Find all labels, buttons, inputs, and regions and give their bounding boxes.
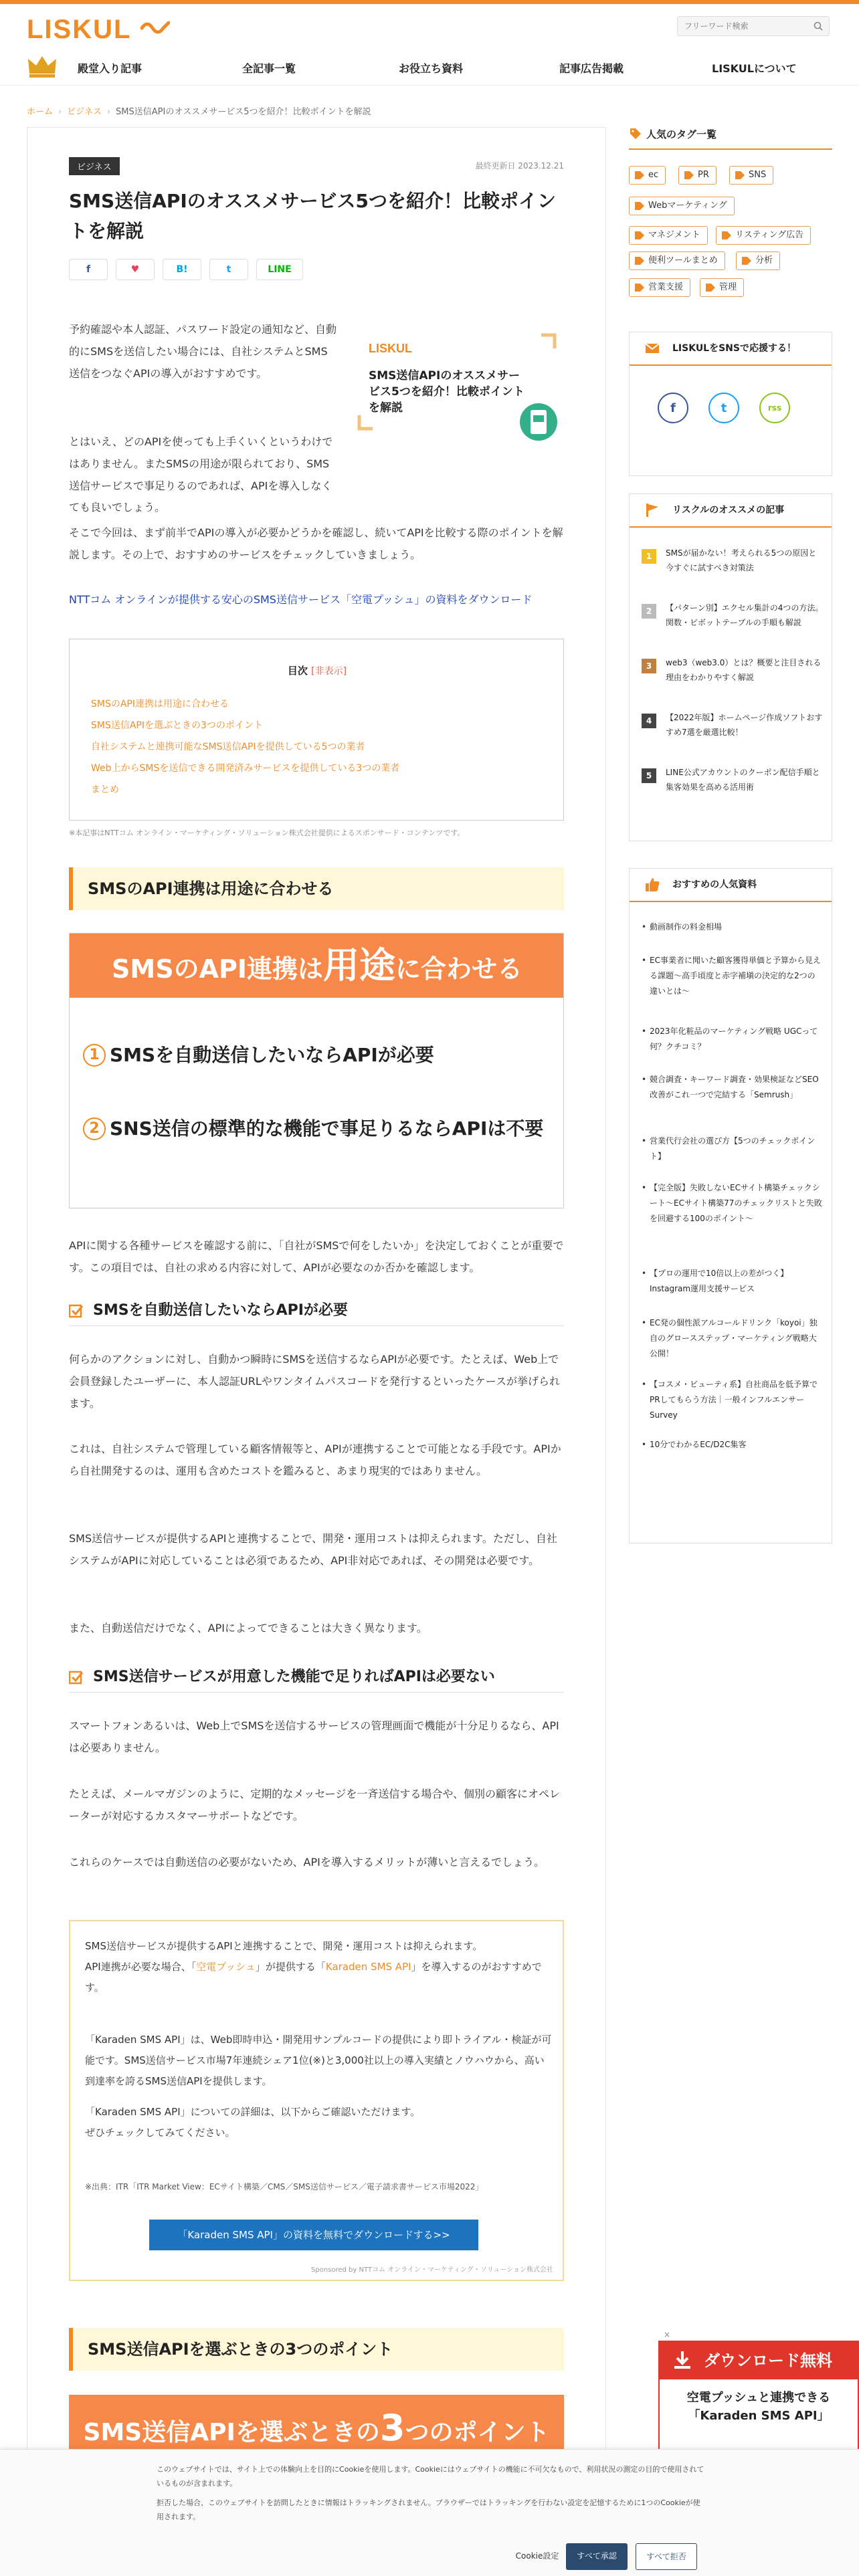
body-paragraph: 何らかのアクションに対し、自動かつ瞬時にSMSを送信するならAPIが必要です。たとえば、Web上で会員登録したユーザーに、本人認証URLやワンタイムパスコードを発行するといったケースが挙げられます。 bbox=[69, 1353, 560, 1410]
share-twitter-button[interactable]: t bbox=[209, 259, 248, 280]
search-input[interactable] bbox=[677, 16, 830, 36]
body-paragraph: たとえば、メールマガジンのように、定期的なメッセージを一斉送信する場合や、個別の顧客にオペレーターが対応するカスタマーサポートなどです。 bbox=[69, 1788, 561, 1822]
breadcrumb-category[interactable]: ビジネス bbox=[67, 107, 102, 117]
tag-item[interactable]: リスティング広告 bbox=[716, 226, 811, 245]
section-banner bbox=[69, 933, 564, 1208]
popular-item[interactable]: • 競合調査・キーワード調査・効果検証などSEO改善がこれ一つで完結する「Semrush」 bbox=[642, 1072, 822, 1103]
banner-point-1: 1 SMSを自動送信したいならAPIが必要 bbox=[83, 1041, 434, 1067]
breadcrumb-home[interactable]: ホーム bbox=[27, 107, 54, 117]
promo-source-note: ※出典：ITR「ITR Market View：ECサイト構築／CMS／SMS送信サービス／電子請求書サービス市場2022」 bbox=[85, 2182, 484, 2191]
breadcrumb: ホーム › ビジネス › SMS送信APIのオススメサービス5つを紹介！比較ポイントを解説 bbox=[27, 107, 371, 117]
nav-item-all-articles[interactable]: 全記事一覧 bbox=[242, 62, 296, 75]
popular-heading: おすすめの人気資料 bbox=[630, 869, 832, 902]
nav-item-about[interactable]: LISKULについて bbox=[712, 62, 797, 75]
download-icon bbox=[672, 2350, 693, 2371]
body-paragraph: また、自動送信だけでなく、APIによってできることは大きく異なります。 bbox=[69, 1622, 427, 1634]
popular-item[interactable]: • 【コスメ・ビューティ系】自社商品を低予算でPRしてもらう方法｜一般インフルエンサーSurvey bbox=[642, 1377, 822, 1422]
cookie-accept-button[interactable]: すべて承認 bbox=[566, 2543, 628, 2570]
checkbox-icon bbox=[69, 1670, 84, 1685]
body-paragraph: これらのケースでは自動送信の必要がないため、APIを導入するメリットが薄いと言えるでしょう。 bbox=[69, 1856, 545, 1868]
tag-icon bbox=[635, 171, 644, 179]
nav-item-hall-of-fame[interactable]: 殿堂入り記事 bbox=[78, 62, 142, 75]
tag-icon bbox=[684, 171, 694, 179]
toc-item[interactable]: Web上からSMSを送信できる開発済みサービスを提供している3つの業者 bbox=[91, 763, 400, 774]
recommend-item[interactable]: 2 【パターン別】エクセル集計の4つの方法。関数・ピボットテーブルの手順も解説 bbox=[642, 601, 822, 631]
recommend-heading: リスクルのオススメの記事 bbox=[630, 494, 832, 528]
tag-icon bbox=[735, 171, 745, 179]
recommend-item[interactable]: 3 web3（web3.0）とは？概要と注目される理由をわかりやすく解説 bbox=[642, 656, 822, 685]
cookie-reject-button[interactable]: すべて拒否 bbox=[636, 2543, 697, 2570]
twitter-follow-button[interactable]: t bbox=[708, 393, 739, 423]
popular-item[interactable]: • EC発の個性派アルコールドリンク「koyoi」独自のグロースステップ・マーケティング戦略大公開！ bbox=[642, 1315, 822, 1361]
article-thumbnail bbox=[343, 322, 564, 442]
checkbox-icon bbox=[69, 1303, 84, 1318]
section-banner: SMS送信APIを選ぶときの3つのポイント bbox=[69, 2395, 564, 2462]
toc-title: 目次 [非表示] bbox=[287, 665, 347, 677]
tag-icon bbox=[742, 257, 751, 265]
thumbs-up-icon bbox=[644, 877, 660, 893]
section-heading: SMS送信APIを選ぶときの3つのポイント bbox=[69, 2328, 564, 2371]
tag-icon bbox=[629, 127, 642, 140]
body-paragraph: SMS送信サービスが提供するAPIと連携することで、開発・運用コストは抑えられます。ただし、自社システムがAPIに対応していることは必須であるため、API非対応であれば、その開発は必要です。 bbox=[69, 1532, 557, 1567]
popular-item[interactable]: • 【完全版】失敗しないECサイト構築チェックシート〜ECサイト構築77のチェックリストと失敗を回避する100のポイント〜 bbox=[642, 1180, 822, 1226]
float-banner-close-button[interactable]: × bbox=[664, 2330, 671, 2339]
tag-item[interactable]: 管理 bbox=[700, 278, 744, 297]
sponsor-credit: Sponsored by NTTコム オンライン・マーケティング・ソリューション株式会社 bbox=[311, 2266, 553, 2274]
tag-item[interactable]: マネジメント bbox=[629, 226, 708, 245]
subsection-heading: SMSを自動送信したいならAPIが必要 bbox=[69, 1299, 564, 1326]
tag-item[interactable]: 営業支援 bbox=[629, 278, 690, 297]
category-badge[interactable]: ビジネス bbox=[69, 157, 120, 175]
intro-paragraph-1: 予約確認や本人認証、パスワード設定の通知など、自動的にSMSを送信したい場合には、自社システムとSMS送信をつなぐAPIの導入がおすすめです。 bbox=[69, 323, 337, 380]
recommend-item[interactable]: 4 【2022年版】ホームページ作成ソフトおすすめ7選を厳選比較！ bbox=[642, 711, 822, 740]
intro-paragraph-3: そこで今回は、まず前半でAPIの導入が必要かどうかを確認し、続いてAPIを比較する際のポイントを解説します。その上で、おすすめのサービスをチェックしていきましょう。 bbox=[69, 526, 563, 561]
recommend-item[interactable]: 5 LINE公式アカウントのクーポン配信手順と集客効果を高める活用術 bbox=[642, 766, 822, 795]
popular-item[interactable]: • EC事業者に聞いた顧客獲得単価と予算から見える課題〜高手頃度と赤字補塡の決定的な2つの違いとは〜 bbox=[642, 953, 822, 998]
toc-item[interactable]: まとめ bbox=[91, 784, 119, 795]
breadcrumb-current: SMS送信APIのオススメサービス5つを紹介！比較ポイントを解説 bbox=[116, 107, 371, 117]
article-main bbox=[27, 127, 606, 2576]
intro-paragraph-2: とはいえ、どのAPIを使っても上手くいくというわけではありません。またSMSの用途が限られており、SMS送信サービスで事足りるのであれば、APIを導入しなくても良いでしょう。 bbox=[69, 435, 333, 514]
logo-wave-icon bbox=[140, 19, 170, 36]
flag-icon bbox=[644, 502, 660, 518]
share-pocket-button[interactable]: ♥ bbox=[116, 259, 155, 280]
tag-item[interactable]: SNS bbox=[729, 166, 773, 185]
tag-icon bbox=[635, 284, 644, 292]
nav-item-resources[interactable]: お役立ち資料 bbox=[399, 62, 464, 75]
download-link[interactable]: NTTコム オンラインが提供する安心のSMS送信サービス「空電プッシュ」の資料をダウンロード bbox=[69, 593, 533, 606]
cookie-settings-button[interactable]: Cookie設定 bbox=[515, 2551, 559, 2561]
share-line-button[interactable]: LINE bbox=[256, 259, 303, 280]
recommend-box bbox=[629, 494, 832, 841]
cookie-consent-banner bbox=[0, 2449, 859, 2576]
site-header bbox=[0, 4, 859, 51]
heading-underline bbox=[629, 148, 832, 150]
banner-point-2: 2 SNS送信の標準的な機能で事足りるならAPIは不要 bbox=[83, 1114, 543, 1141]
table-of-contents bbox=[69, 639, 564, 821]
popular-resources-box bbox=[629, 868, 832, 1543]
tag-item[interactable]: 分析 bbox=[736, 251, 780, 270]
float-banner-text: 空電プッシュと連携できる 「Karaden SMS API」 bbox=[686, 2391, 831, 2423]
float-banner-head: ダウンロード無料 bbox=[660, 2342, 858, 2379]
tag-icon bbox=[706, 284, 715, 292]
tag-item[interactable]: 便利ツールまとめ bbox=[629, 251, 725, 270]
nav-item-advertising[interactable]: 記事広告掲載 bbox=[559, 62, 624, 75]
floating-download-banner[interactable] bbox=[658, 2341, 859, 2461]
share-hatena-button[interactable]: B! bbox=[163, 259, 201, 280]
promo-text: 「Karaden SMS API」についての詳細は、以下からご確認いただけます。 ぜひチェックしてみてください。 bbox=[85, 2106, 421, 2139]
crown-icon bbox=[27, 53, 58, 79]
toc-toggle[interactable]: [非表示] bbox=[311, 666, 347, 677]
sponsored-note: ※本記事はNTTコム オンライン・マーケティング・ソリューション株式会社提供によるスポンサード・コンテンツです。 bbox=[69, 829, 465, 837]
download-cta-button[interactable]: 「Karaden SMS API」の資料を無料でダウンロードする>> bbox=[149, 2220, 478, 2250]
toc-item[interactable]: SMS送信APIを選ぶときの3つのポイント bbox=[91, 720, 263, 731]
popular-item[interactable]: • 【プロの運用で10倍以上の差がつく】Instagram運用支援サービス bbox=[642, 1266, 822, 1297]
rss-follow-button[interactable]: rss bbox=[759, 393, 790, 423]
social-box bbox=[629, 332, 832, 476]
toc-item[interactable]: 自社システムと連携可能なSMS送信APIを提供している5つの業者 bbox=[91, 742, 365, 752]
section-heading: SMSのAPI連携は用途に合わせる bbox=[69, 867, 564, 910]
sponsored-box bbox=[69, 1920, 564, 2281]
thumbnail-title: SMS送信APIのオススメサービス5つを紹介！比較ポイントを解説 bbox=[369, 369, 524, 415]
popular-item[interactable]: • 2023年化粧品のマーケティング戦略 UGCって何？クチコミ？ bbox=[642, 1024, 822, 1055]
tag-icon bbox=[635, 257, 644, 265]
popular-item[interactable]: • 営業代行会社の選び方【5つのチェックポイント】 bbox=[642, 1134, 822, 1164]
popular-item[interactable]: • 10分でわかるEC/D2C集客 bbox=[642, 1437, 822, 1453]
tag-icon bbox=[722, 231, 731, 239]
banner-head: SMSのAPI連携は用途に合わせる bbox=[70, 934, 564, 998]
toc-item[interactable]: SMSのAPI連携は用途に合わせる bbox=[91, 699, 229, 710]
page-title: SMS送信APIのオススメサービス5つを紹介！比較ポイントを解説 bbox=[69, 190, 557, 242]
tag-item[interactable]: ec bbox=[629, 166, 666, 185]
search-icon[interactable] bbox=[814, 21, 823, 31]
share-facebook-button[interactable]: f bbox=[69, 259, 108, 280]
popular-item[interactable]: • 動画制作の料金相場 bbox=[642, 920, 822, 935]
subsection-heading: SMS送信サービスが用意した機能で足りればAPIは必要ない bbox=[69, 1666, 564, 1693]
thumbnail-logo: LISKUL bbox=[369, 342, 412, 355]
facebook-follow-button[interactable]: f bbox=[658, 393, 688, 423]
tag-icon bbox=[635, 202, 644, 210]
tags-heading: 人気のタグ一覧 bbox=[629, 127, 832, 141]
body-paragraph: これは、自社システムで管理している顧客情報等と、APIが連携することで可能となる手段です。APIから自社開発するのは、運用も含めたコストを鑑みると、あまり現実的ではありません。 bbox=[69, 1442, 561, 1477]
global-nav bbox=[0, 51, 859, 86]
mail-icon bbox=[644, 340, 660, 356]
promo-text: SMS送信サービスが提供するAPIと連携することで、開発・運用コストは抑えられます。 API連携が必要な場合、「空電プッシュ」が提供する「Karaden SMS API」を導入するのがおすすめです。 bbox=[85, 1940, 542, 1994]
tag-item[interactable]: PR bbox=[678, 166, 717, 185]
social-heading: LISKULをSNSで応援する！ bbox=[630, 332, 832, 366]
tag-item[interactable]: Webマーケティング bbox=[629, 197, 735, 215]
site-logo[interactable]: LISKUL bbox=[27, 15, 132, 44]
recommend-item[interactable]: 1 SMSが届かない！考えられる5つの原因と今すぐに試すべき対策法 bbox=[642, 546, 822, 576]
cookie-text: このウェブサイトでは、サイト上での体験向上を目的にCookieを使用します。Cookieにはウェブサイトの機能に不可欠なもので、利用状況の測定の目的で使用されているものが含まれます。 拒否した場合、このウェブサイトを訪問したときに情報はトラッキングされません。ブラウザーではトラッキングを行わない設定を記憶するために1つのCookieが使用されます。 bbox=[157, 2465, 704, 2521]
promo-text: 「Karaden SMS API」は、Web即時申込・開発用サンプルコードの提供により即トライアル・検証が可能です。SMS送信サービス市場7年連続シェア1位(※)と3,000社以上の導入実績とノウハウから、高い到達率を誇るSMS送信APIを提供します。 bbox=[85, 2034, 552, 2087]
updated-date: 最終更新日 2023.12.21 bbox=[475, 161, 564, 171]
body-paragraph: スマートフォンあるいは、Web上でSMSを送信するサービスの管理画面で機能が十分足りるなら、APIは必要ありません。 bbox=[69, 1719, 559, 1754]
section-paragraph: APIに関する各種サービスを確認する前に、「自社がSMSで何をしたいか」を決定しておくことが重要です。この項目では、自社の求める内容に対して、APIが必要なのか否かを確認します。 bbox=[69, 1239, 564, 1274]
tag-icon bbox=[635, 231, 644, 239]
